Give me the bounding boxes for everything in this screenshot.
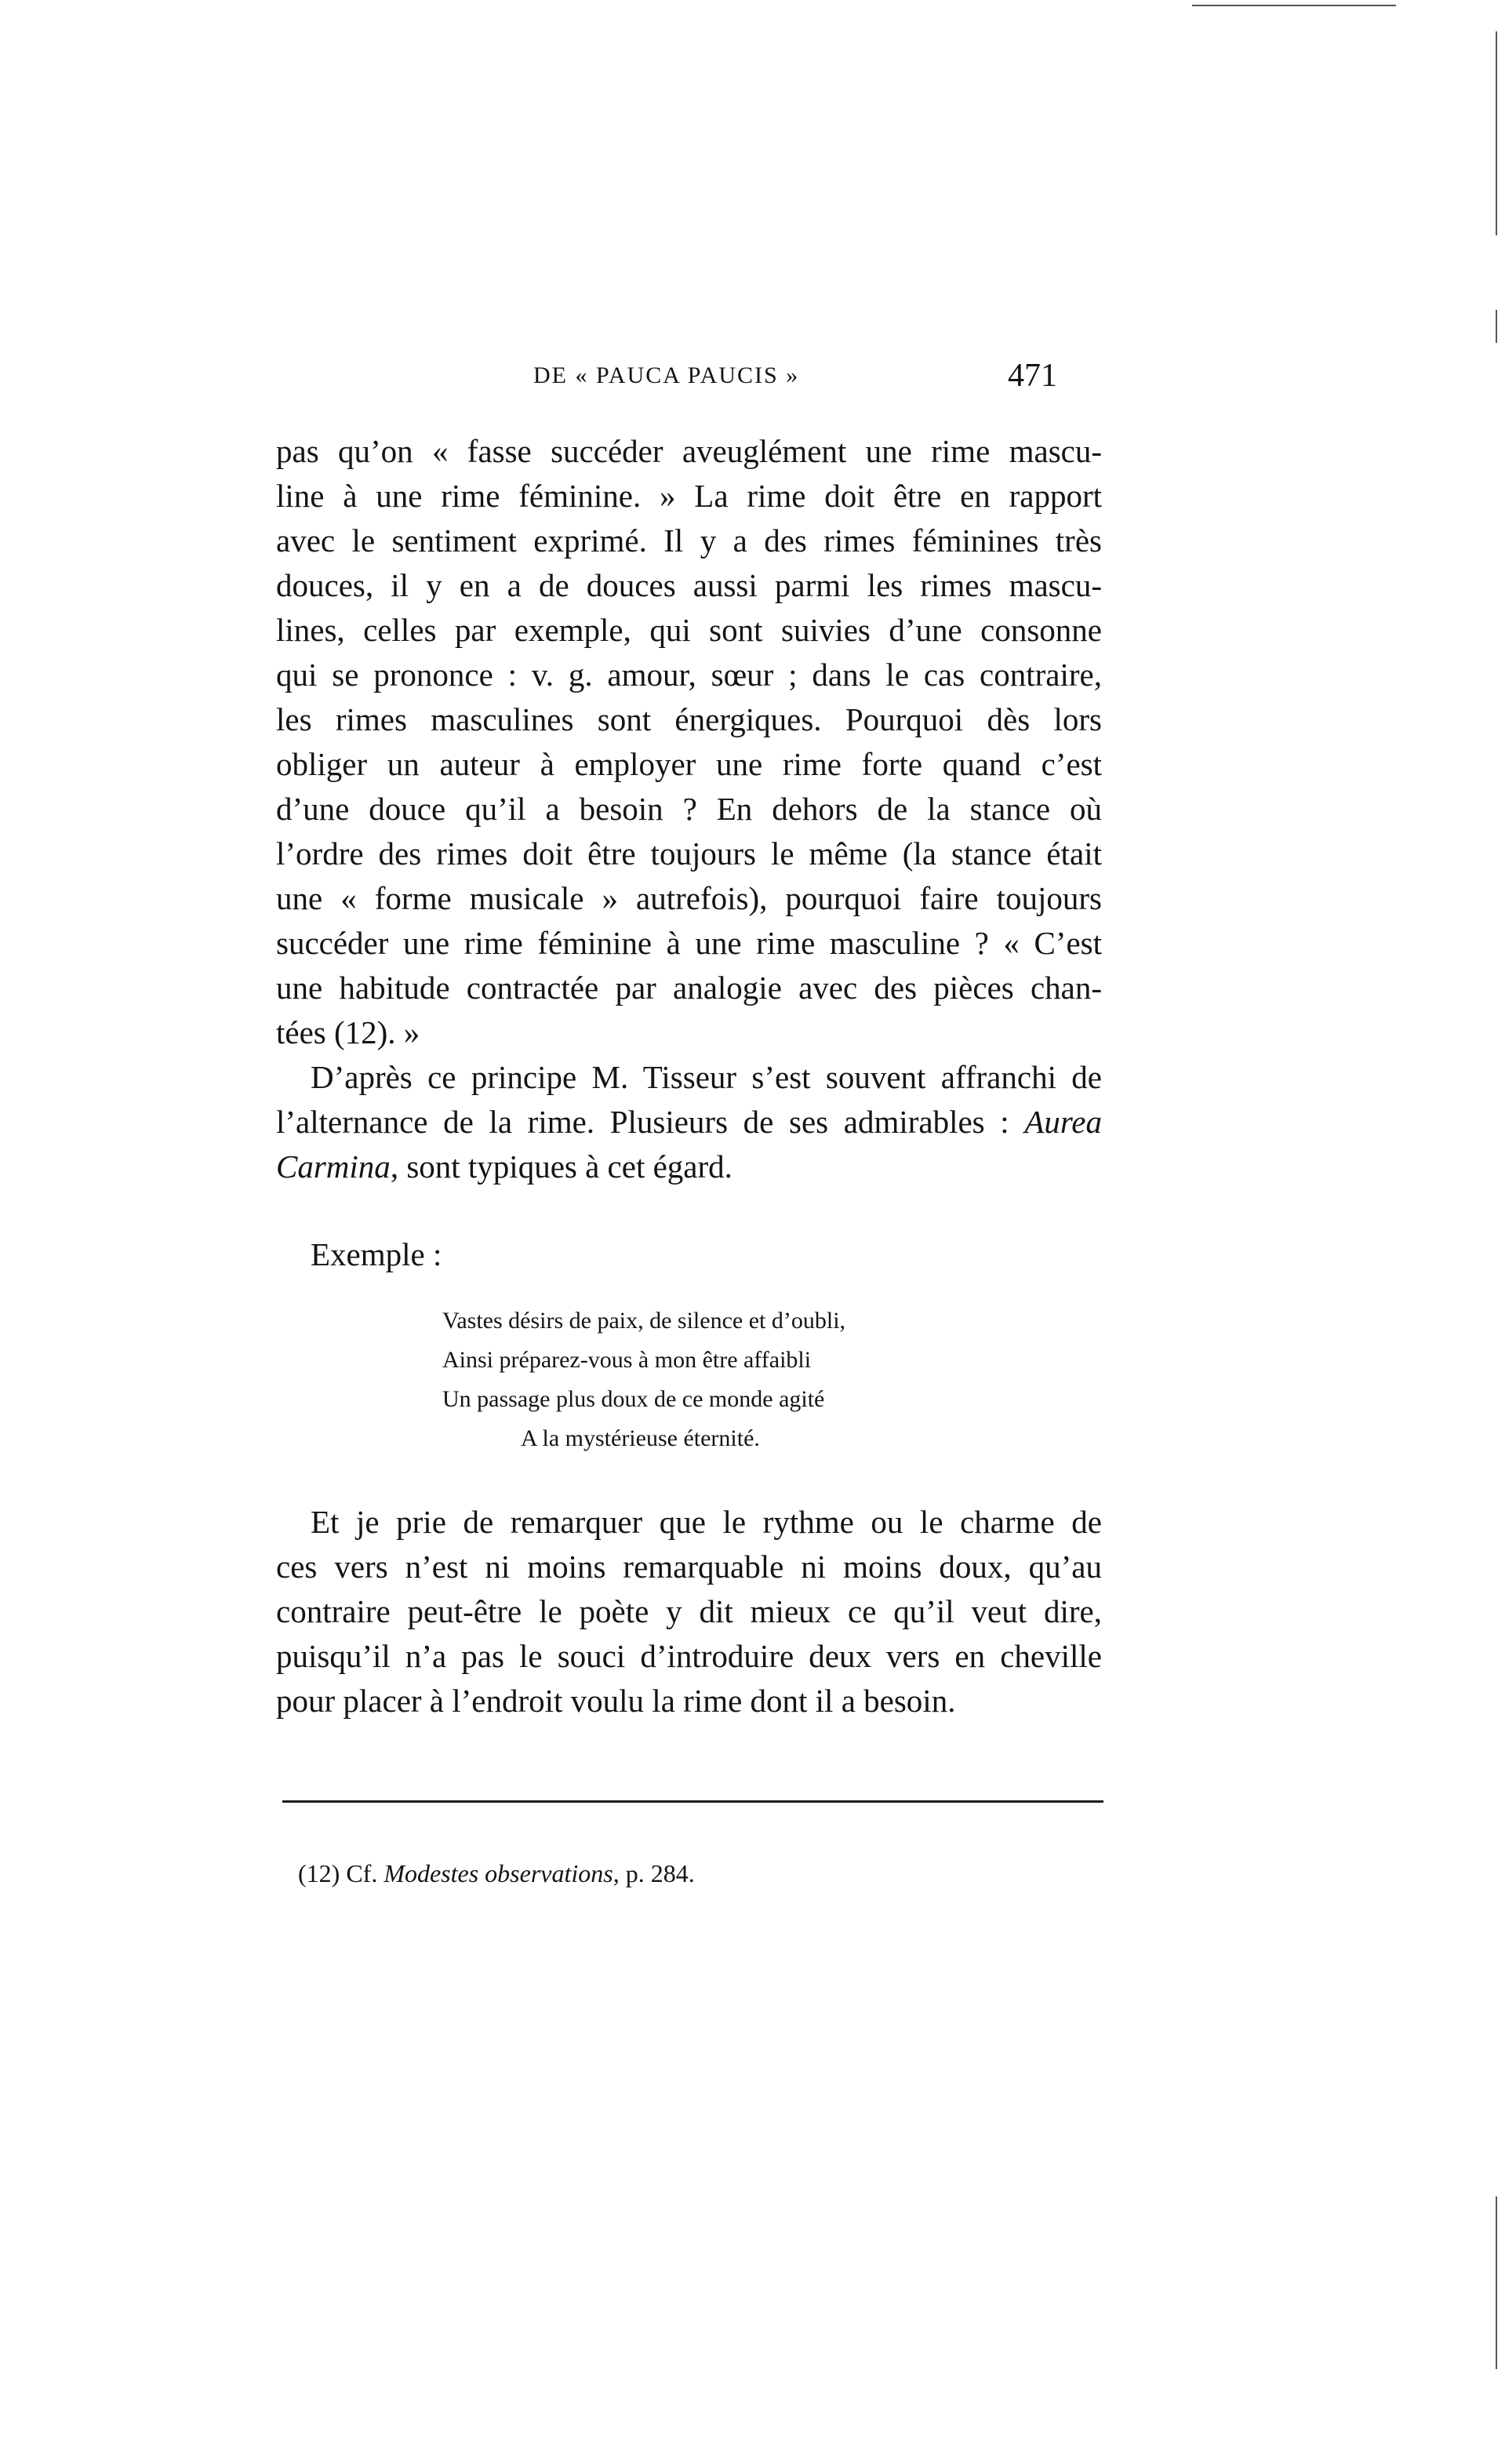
text-line: tées (12). » (276, 1014, 420, 1050)
footnote-marker: (12) Cf. (298, 1859, 384, 1887)
footnote (298, 1859, 695, 1888)
book-title-italic: Aurea (1024, 1104, 1102, 1140)
text-line: qui se prononce : v. g. amour, sœur ; dans le cas contraire, (276, 657, 1102, 693)
text-line: contraire peut-être le poète y dit mieux ce qu’il veut dire, (276, 1593, 1102, 1629)
footnote-rule (282, 1800, 1103, 1803)
text-line: puisqu’il n’a pas le souci d’introduire deux vers en cheville (276, 1638, 1102, 1674)
footnote-page: , p. 284. (613, 1859, 695, 1887)
text-line: pour placer à l’endroit voulu la rime dont il a besoin. (276, 1683, 956, 1719)
scan-margin-mark (1496, 31, 1497, 235)
text-line: douces, il y en a de douces aussi parmi les rimes mascu- (276, 567, 1102, 603)
verse-line: Ainsi préparez-vous à mon être affaibli (442, 1347, 812, 1373)
verse-line: Un passage plus doux de ce monde agité (442, 1386, 825, 1412)
footnote-title-italic: Modestes observations (384, 1859, 613, 1887)
text-line: une habitude contractée par analogie avec des pièces chan- (276, 970, 1102, 1006)
running-title: DE « PAUCA PAUCIS » (533, 362, 800, 388)
text-line: ces vers n’est ni moins remarquable ni moins doux, qu’au (276, 1549, 1102, 1585)
scan-margin-mark (1496, 2196, 1497, 2369)
text-line: avec le sentiment exprimé. Il y a des rimes féminines très (276, 522, 1102, 559)
scan-margin-mark (1496, 310, 1497, 343)
text-line: obliger un auteur à employer une rime forte quand c’est (276, 746, 1102, 782)
text-line: succéder une rime féminine à une rime masculine ? « C’est (276, 925, 1102, 961)
verse-line: A la mystérieuse éternité. (521, 1425, 760, 1451)
text-line: lines, celles par exemple, qui sont suivies d’une consonne (276, 612, 1102, 648)
book-title-italic: Carmina (276, 1148, 391, 1185)
text-run: l’alternance de la rime. Plusieurs de ses admirables : (276, 1104, 1025, 1140)
scan-margin-mark (1192, 5, 1396, 6)
text-line: D’après ce principe M. Tisseur s’est souvent affranchi de (311, 1059, 1102, 1095)
text-line: l’ordre des rimes doit être toujours le même (la stance était (276, 835, 1102, 872)
verse-line: Vastes désirs de paix, de silence et d’oubli, (442, 1308, 846, 1334)
text-line: line à une rime féminine. » La rime doit être en rapport (276, 478, 1102, 514)
text-line (276, 1148, 1102, 1185)
text-line (276, 1106, 1102, 1138)
page-number: 471 (1008, 358, 1057, 394)
example-label: Exemple : (311, 1236, 442, 1272)
text-line: une « forme musicale » autrefois), pourquoi faire toujours (276, 880, 1102, 916)
text-run: , sont typiques à cet égard. (390, 1148, 733, 1185)
text-line: Et je prie de remarquer que le rythme ou le charme de (311, 1504, 1102, 1540)
text-line: pas qu’on « fasse succéder aveuglément une rime mascu- (276, 433, 1102, 469)
text-line: les rimes masculines sont énergiques. Pourquoi dès lors (276, 701, 1102, 737)
text-line: d’une douce qu’il a besoin ? En dehors de la stance où (276, 791, 1102, 827)
